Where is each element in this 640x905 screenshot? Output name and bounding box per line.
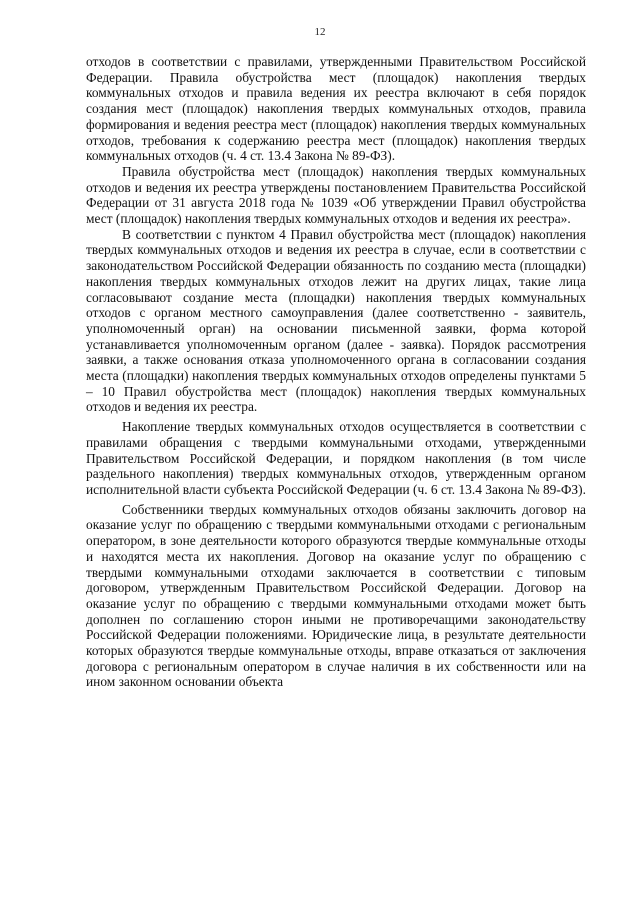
paragraph: Правила обустройства мест (площадок) накопления твердых коммунальных отходов и ведения их реестра утверждены постановлением Правительства Российской Федерации от 31 августа 2018 года № 1039 «Об утверждении Правил обустройства мест (площадок) накопления твердых коммунальных отходов и ведения их реестра». (86, 163, 586, 227)
paragraph-continuation: отходов в соответствии с правилами, утвержденными Правительством Российской Федерации. Правила обустройства мест (площадок) накопления твердых коммунальных отходов и правила ведения их реестра включают в себя порядок создания мест (площадок) накопления твердых коммунальных отходов, правила формирования и ведения реестра мест (площадок) накопления твердых коммунальных отходов, требования к содержанию реестра мест (площадок) накопления твердых коммунальных отходов (ч. 4 ст. 13.4 Закона № 89-ФЗ). (86, 54, 586, 164)
paragraph: Накопление твердых коммунальных отходов осуществляется в соответствии с правилами обращения с твердыми коммунальными отходами, утвержденными Правительством Российской Федерации, и порядком накопления (в том числе раздельного накопления) твердых коммунальных отходов, утвержденным органом исполнительной власти субъекта Российской Федерации (ч. 6 ст. 13.4 Закона № 89-ФЗ). (86, 419, 586, 497)
page-number: 12 (314, 26, 326, 38)
body-text (86, 54, 586, 690)
paragraph: Собственники твердых коммунальных отходов обязаны заключить договор на оказание услуг по обращению с твердыми коммунальными отходами с региональным оператором, в зоне деятельности которого образуются твердые коммунальные отходы и находятся места их накопления. Договор на оказание услуг по обращению с твердыми коммунальными отходами заключается в соответствии с типовым договором, утвержденным Правительством Российской Федерации. Договор на оказание услуг по обращению с твердыми коммунальными отходами может быть дополнен по соглашению сторон иными не противоречащими законодательству Российской Федерации положениями. Юридические лица, в результате деятельности которых образуются твердые коммунальные отходы, вправе отказаться от заключения договора с региональным оператором в случае наличия в их собственности или на ином законном основании объекта (86, 501, 586, 690)
paragraph: В соответствии с пунктом 4 Правил обустройства мест (площадок) накопления твердых коммунальных отходов и ведения их реестра в случае, если в соответствии с законодательством Российской Федерации обязанность по созданию места (площадки) накопления твердых коммунальных отходов лежит на других лицах, такие лица согласовывают создание места (площадки) накопления твердых коммунальных отходов с органом местного самоуправления (далее соответственно - заявитель, уполномоченный орган) на основании письменной заявки, форма которой устанавливается уполномоченным органом (далее - заявка). Порядок рассмотрения заявки, а также основания отказа уполномоченного органа в согласовании создания места (площадки) накопления твердых коммунальных отходов определены пунктами 5 – 10 Правил обустройства мест (площадок) накопления твердых коммунальных отходов и ведения их реестра. (86, 226, 586, 415)
